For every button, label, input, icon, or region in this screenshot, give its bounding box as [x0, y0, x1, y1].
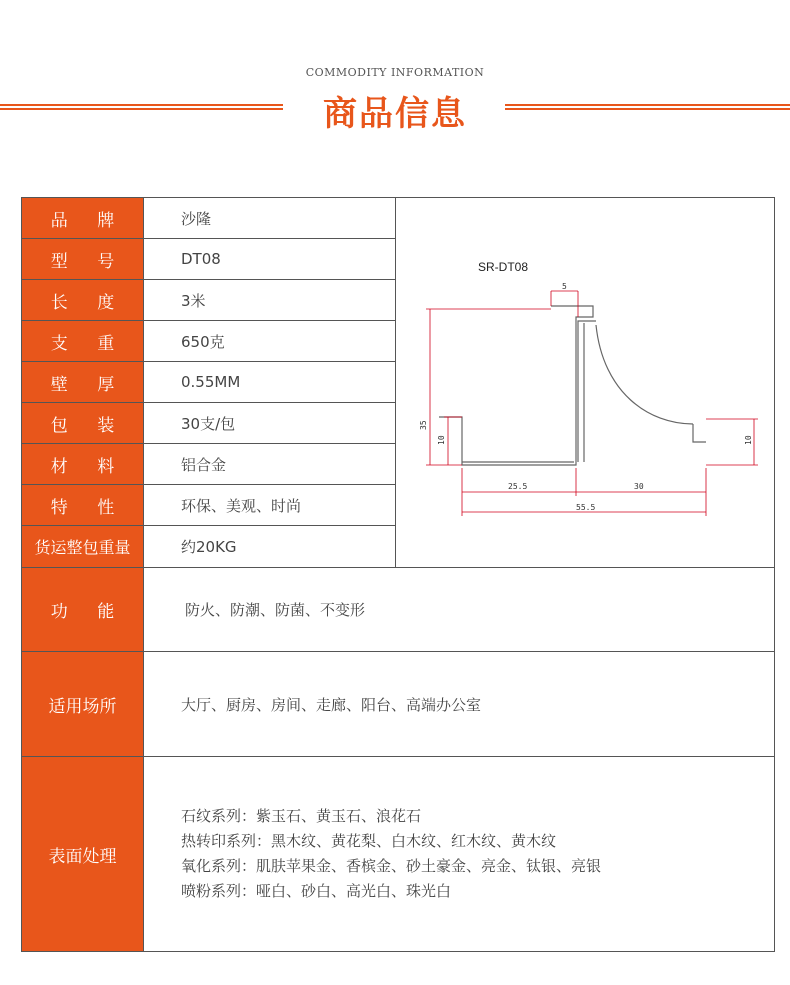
profile-outline [439, 306, 706, 465]
spec-value: 环保、美观、时尚 [181, 496, 302, 515]
header-line-right [505, 104, 790, 110]
dim-top-width: 5 [562, 282, 567, 291]
spec-value: DT08 [181, 250, 221, 268]
spec-label: 表面处理 [22, 757, 144, 951]
dimension-lines [426, 291, 758, 516]
spec-row-shipping-weight [22, 526, 395, 567]
spec-row-weight [22, 321, 395, 362]
spec-row-packaging [22, 403, 395, 444]
spec-row-material [22, 444, 395, 485]
surface-line: 热转印系列：黑木纹、黄花梨、白木纹、红木纹、黄木纹 [181, 832, 557, 850]
spec-row-venues [22, 652, 774, 757]
surface-line: 石纹系列：紫玉石、黄玉石、浪花石 [181, 807, 422, 825]
dim-bottom-left: 25.5 [508, 482, 528, 491]
spec-value: 650克 [181, 332, 225, 351]
spec-row-brand [22, 198, 395, 239]
spec-row-length [22, 280, 395, 321]
dim-bottom-total: 55.5 [576, 503, 596, 512]
spec-value: 防火、防潮、防菌、不变形 [185, 601, 366, 619]
spec-value: 3米 [181, 291, 206, 310]
dim-height-total: 35 [419, 420, 428, 430]
profile-diagram [395, 198, 775, 567]
spec-label: 品 牌 [22, 198, 144, 238]
spec-label: 支 重 [22, 321, 144, 361]
header-subtitle: COMMODITY INFORMATION [305, 66, 485, 79]
dim-height-right: 10 [744, 435, 753, 445]
spec-value: 铝合金 [181, 455, 227, 474]
spec-label: 特 性 [22, 485, 144, 525]
spec-label: 壁 厚 [22, 362, 144, 402]
spec-label: 型 号 [22, 239, 144, 279]
spec-label: 包 装 [22, 403, 144, 443]
surface-line: 氧化系列：肌肤苹果金、香槟金、砂土豪金、亮金、钛银、亮银 [181, 857, 602, 875]
spec-label: 材 料 [22, 444, 144, 484]
spec-value: 大厅、厨房、房间、走廊、阳台、高端办公室 [181, 695, 482, 714]
dim-bottom-right: 30 [634, 482, 644, 491]
spec-row-surface [22, 757, 774, 951]
spec-label: 功 能 [22, 568, 144, 651]
spec-row-thickness [22, 362, 395, 403]
profile-drawing [396, 198, 775, 567]
page-title: 商品信息 [323, 94, 467, 134]
spec-label: 长 度 [22, 280, 144, 320]
diagram-model-label: SR-DT08 [478, 260, 529, 274]
spec-value: 30支/包 [181, 414, 236, 433]
spec-value: 0.55MM [181, 373, 241, 391]
spec-row-function [22, 567, 774, 652]
spec-value: 约20KG [181, 538, 237, 556]
surface-lines [144, 757, 601, 951]
spec-value: 沙隆 [181, 209, 212, 228]
spec-table [21, 197, 775, 952]
spec-label: 适用场所 [22, 652, 144, 756]
spec-row-features [22, 485, 395, 526]
spec-row-model [22, 239, 395, 280]
spec-label: 货运整包重量 [22, 526, 144, 567]
surface-line: 喷粉系列：哑白、砂白、高光白、珠光白 [181, 882, 452, 900]
dim-height-left: 10 [437, 435, 446, 445]
